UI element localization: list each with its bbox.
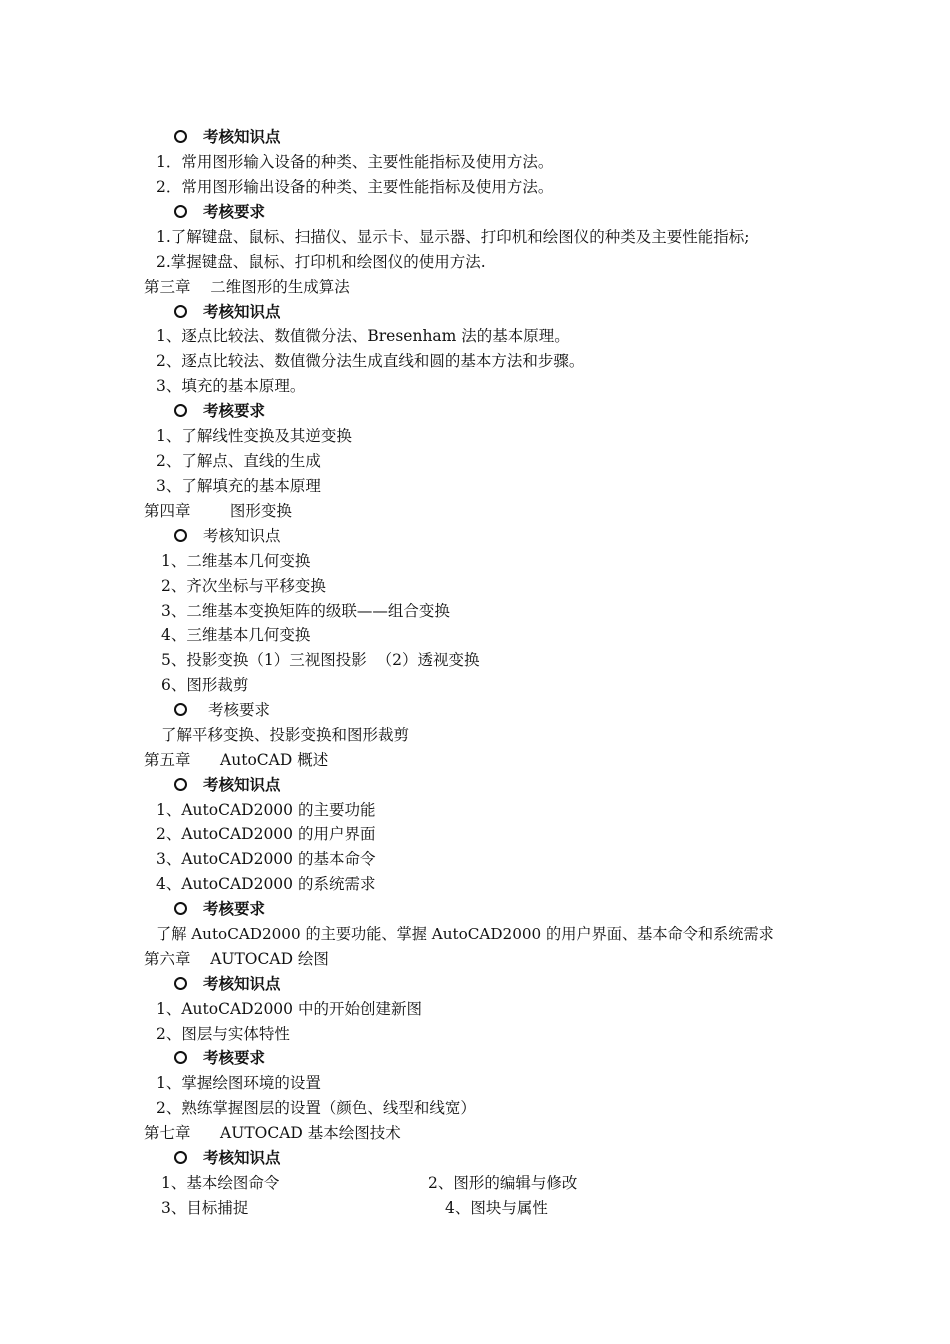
- circle-bullet-icon: [174, 130, 187, 143]
- list-item: 2、AutoCAD2000 的用户界面: [156, 825, 376, 843]
- bullet-heading: 考核要求: [174, 700, 270, 720]
- chapter-title: 第三章 二维图形的生成算法: [144, 278, 350, 296]
- list-item: 3、二维基本变换矩阵的级联——组合变换: [161, 602, 450, 620]
- list-item: 2、图形的编辑与修改: [428, 1174, 578, 1192]
- list-item: 5、投影变换（1）三视图投影 （2）透视变换: [161, 651, 480, 669]
- circle-bullet-icon: [174, 205, 187, 218]
- bullet-heading: 考核知识点: [174, 302, 281, 322]
- list-item: 2、图层与实体特性: [156, 1025, 290, 1043]
- bullet-heading: 考核要求: [174, 1048, 265, 1068]
- bullet-heading: 考核要求: [174, 401, 265, 421]
- list-item: 1．常用图形输入设备的种类、主要性能指标及使用方法。: [156, 153, 554, 171]
- list-item: 1、AutoCAD2000 的主要功能: [156, 801, 376, 819]
- paragraph: 了解 AutoCAD2000 的主要功能、掌握 AutoCAD2000 的用户界面、基本命令和系统需求: [156, 925, 774, 943]
- circle-bullet-icon: [174, 902, 187, 915]
- circle-bullet-icon: [174, 305, 187, 318]
- circle-bullet-icon: [174, 1151, 187, 1164]
- circle-bullet-icon: [174, 404, 187, 417]
- list-item: 2、逐点比较法、数值微分法生成直线和圆的基本方法和步骤。: [156, 352, 585, 370]
- bullet-heading: 考核知识点: [174, 775, 281, 795]
- bullet-heading: 考核知识点: [174, 526, 281, 546]
- chapter-title: 第六章 AUTOCAD 绘图: [144, 950, 329, 968]
- list-item: 1.了解键盘、鼠标、扫描仪、显示卡、显示器、打印机和绘图仪的种类及主要性能指标;: [156, 228, 750, 246]
- list-item: 2、齐次坐标与平移变换: [161, 577, 326, 595]
- list-item: 3、了解填充的基本原理: [156, 477, 321, 495]
- circle-bullet-icon: [174, 778, 187, 791]
- list-item: 4、图块与属性: [445, 1199, 548, 1217]
- list-item: 3、填充的基本原理。: [156, 377, 306, 395]
- bullet-heading: 考核知识点: [174, 1148, 281, 1168]
- list-item: 6、图形裁剪: [161, 676, 249, 694]
- bullet-heading: 考核知识点: [174, 127, 281, 147]
- list-item: 2、了解点、直线的生成: [156, 452, 321, 470]
- bullet-heading: 考核要求: [174, 202, 265, 222]
- circle-bullet-icon: [174, 977, 187, 990]
- paragraph: 了解平移变换、投影变换和图形裁剪: [161, 726, 410, 744]
- list-item: 1、基本绘图命令: [161, 1174, 280, 1192]
- chapter-title: 第四章 图形变换: [144, 502, 292, 520]
- list-item: 2．常用图形输出设备的种类、主要性能指标及使用方法。: [156, 178, 554, 196]
- list-item: 3、目标捕捉: [161, 1199, 249, 1217]
- circle-bullet-icon: [174, 703, 187, 716]
- list-item: 1、了解线性变换及其逆变换: [156, 427, 352, 445]
- list-item: 1、AutoCAD2000 中的开始创建新图: [156, 1000, 422, 1018]
- circle-bullet-icon: [174, 1051, 187, 1064]
- list-item: 3、AutoCAD2000 的基本命令: [156, 850, 376, 868]
- list-item: 1、掌握绘图环境的设置: [156, 1074, 321, 1092]
- list-item: 1、逐点比较法、数值微分法、Bresenham 法的基本原理。: [156, 327, 570, 345]
- list-item: 2.掌握键盘、鼠标、打印机和绘图仪的使用方法.: [156, 253, 486, 271]
- chapter-title: 第五章 AutoCAD 概述: [144, 751, 329, 769]
- list-item: 1、二维基本几何变换: [161, 552, 311, 570]
- list-item: 4、AutoCAD2000 的系统需求: [156, 875, 376, 893]
- list-item: 4、三维基本几何变换: [161, 626, 311, 644]
- circle-bullet-icon: [174, 529, 187, 542]
- list-item: 2、熟练掌握图层的设置（颜色、线型和线宽）: [156, 1099, 476, 1117]
- bullet-heading: 考核要求: [174, 899, 265, 919]
- bullet-heading: 考核知识点: [174, 974, 281, 994]
- chapter-title: 第七章 AUTOCAD 基本绘图技术: [144, 1124, 401, 1142]
